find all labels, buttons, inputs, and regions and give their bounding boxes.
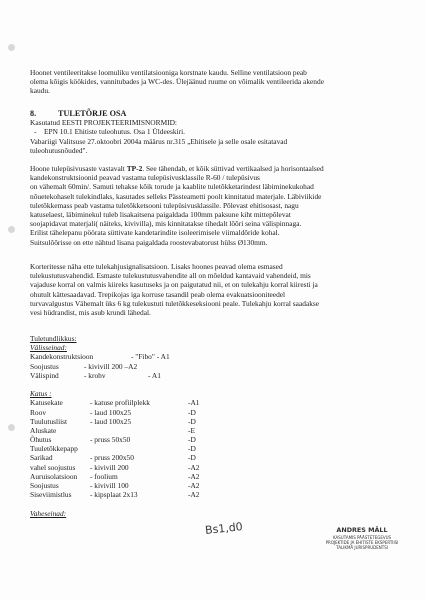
roof-heading: Katus : [30,389,52,399]
component-material: - kivivill 200 [90,462,129,472]
component-name: vahel soojustus [30,462,76,472]
walls-heading: Välisseinad: [30,343,67,353]
component-name: Õhutus [30,435,52,445]
table-row [30,490,405,499]
component-class: -D [188,407,196,417]
component-material: - kivivill 200 –A2 [84,361,138,371]
table-row [30,481,405,490]
component-name: Sarikad [30,453,53,463]
table-row [30,417,405,426]
table-heading: Tuletundlikkus: [30,334,77,343]
component-class: -D [188,435,196,445]
engineer-stamp [314,526,410,550]
punch-hole [8,424,15,431]
table-row [30,426,405,435]
component-material: - kipsplaat 2x13 [90,490,138,500]
component-material: - pruss 50x50 [90,435,131,445]
component-material: - pruss 200x50 [90,453,134,463]
table-row [30,362,405,371]
component-material: - foolium [90,471,118,481]
section-heading [30,109,405,118]
component-class: -A2 [188,490,200,500]
fire-resistance-paragraph [30,164,405,247]
section-title: TULETÕRJE OSA [58,109,127,118]
norm-item [30,127,405,136]
component-material: - laud 100x25 [90,407,132,417]
table-row [30,453,405,462]
punch-hole [8,44,15,51]
text-line: nõuetekohaselt tulekindlaks, kasutades selleks Pässteametti poolt kinnitatud materjale. Läbiviikide [30,191,322,201]
component-name: Auruisolatsioon [30,471,78,481]
component-material: - kivivill 100 [90,481,129,490]
component-name: Tuulutusliist [30,416,68,426]
norms-heading: Kasutatud EESTI PROJEKTEERIMISNORMID: [30,118,177,128]
norm-text: EPN 10.1 Ehitiste tuleohutus. Osa 1 Üldeeskiri. [44,127,186,137]
stamp-line: TALIKMÄ JURISPRUDENTSI [336,545,388,551]
text-line: Suitsulõõrisse on ette nähtud lisana paigaldada roostevabatorust hülss Ø130mm. [30,237,268,247]
text-line: vesi hüdrandist, mis asub krundi lähedal. [30,308,151,318]
component-name: Soojustus [30,361,59,371]
component-material: - "Fibo" - A1 [131,352,170,362]
component-name: Tuuletõkkepapp [30,444,78,454]
component-material: - katuse profiilplekk [90,398,150,408]
component-name: Välispind [30,370,59,380]
component-name: Aluskate [30,425,57,435]
section-8 [30,109,405,155]
component-material: - krohv [84,370,106,380]
text-line: turvavalgustus Vähemalt üks 6 kg tulekustuti tuletõkkeseksiooni peale. Tulekahju korral saadakse [30,298,320,308]
table-row [30,398,405,407]
text-line: katuselaest, läbiminekul tuleb lisakaitsena paigaldada 100mm paksune kiht mittepõlevat [30,210,291,220]
stamp-name: ANDRES MÄLL [336,526,388,534]
text-line: on vähemalt 60min/. Samuti tehakse kõik torude ja kaablite tuletõkketarindest läbiminekukohad [30,182,314,192]
component-name: Siseviimistlus [30,490,72,500]
text-line: tuletõkkemass peab vastama tuletõkketsooni tulepüsivusklassile. Põlevast ehitisosast, nagu [30,200,299,210]
component-class: -A1 [188,398,200,408]
table-row [30,408,405,417]
component-name: Kandekonstruktsioon [30,352,94,362]
component-class: -D [188,444,196,454]
section-number: 8. [30,109,37,118]
table-row [30,371,405,380]
fire-sensitivity-table [30,334,405,518]
component-name: Roov [30,407,47,417]
text-line: Hoone tulepüsivusaste vastavalt TP-2. See tähendab, et kõik süttivad vertikaalsed ja horisontaalsed [30,164,324,173]
component-class: -D [188,416,196,426]
punch-hole [8,226,15,233]
table-row [30,435,405,444]
text-line: soojapidavat materjali( näiteks, kivivilla), mis kinnitatakse tihedalt lõõri seina välispinnaga. [30,219,302,229]
intro-paragraph [30,68,405,96]
decree-line: Vabariigi Valitsuse 27.oktoobri 2004a määrus nr.315 „Ehitisele ja selle osale esitatavad [30,136,288,146]
table-row [30,472,405,481]
component-class: - A1 [148,370,161,380]
dash-glyph: - [34,127,37,137]
table-row [30,463,405,472]
text-line: vajaduse korral on valmis kiireks kasutuseks ja on paigutatud nii, et on tulekahju korral kiiresti ja [30,280,318,290]
component-name: Katusekate [30,398,63,408]
component-class: -A2 [188,471,200,481]
component-class: -E [188,425,195,435]
stamp-line: KASUTAMIS PÄÄSTETEGEVUS [332,535,392,541]
text-line: olema kõigis köökides, vannitubades ja WC-des. Ülejäänud ruume on võimalik ventileerida akende [30,77,324,87]
component-class: -A2 [188,462,200,472]
table-row [30,444,405,453]
component-class: -D [188,453,196,463]
text-line: ohutult kättesaadavad. Trepikojas iga korruse tasandil peab olema evakuatsiooniteedel [30,289,286,299]
text-line: Hoonet ventileeritakse loomuliku ventilatsiooniga korstnate kaudu. Selline ventilatsioon peab [30,68,307,77]
decree-line: tuleohutusnõuded". [30,145,88,155]
component-material: - laud 100x25 [90,416,132,426]
partition-heading: Vaheseinad: [30,508,67,518]
component-name: Soojustus [30,481,59,490]
stamp-line: PROJEKTIDE JA EHITISTE EKSPERTIISI [325,540,399,546]
fire-safety-paragraph [30,262,405,317]
handwritten-note: Bs1,d0 [204,520,244,537]
text-line: kaudu. [30,86,50,96]
text-line: Erilist tähelepanu pöörata süttivate kandetarindite isoleerimisele viimaldõride kohal. [30,228,280,238]
text-line: tulekustutusvahendid. Esmaste tulekustutusvahendite all on mõeldud kantavaid vahendeid, mis [30,271,311,281]
table-row [30,352,405,361]
text-line: Korteritesse näha ette tulekahjusignalisatsioon. Lisaks hoones peavad olema esmased [30,262,283,271]
text-line: kandekonstruktsioonid peavad vastama tulepüsivusklassile R-60 / tulepüsivus [30,173,260,183]
component-class: -A2 [188,481,200,490]
